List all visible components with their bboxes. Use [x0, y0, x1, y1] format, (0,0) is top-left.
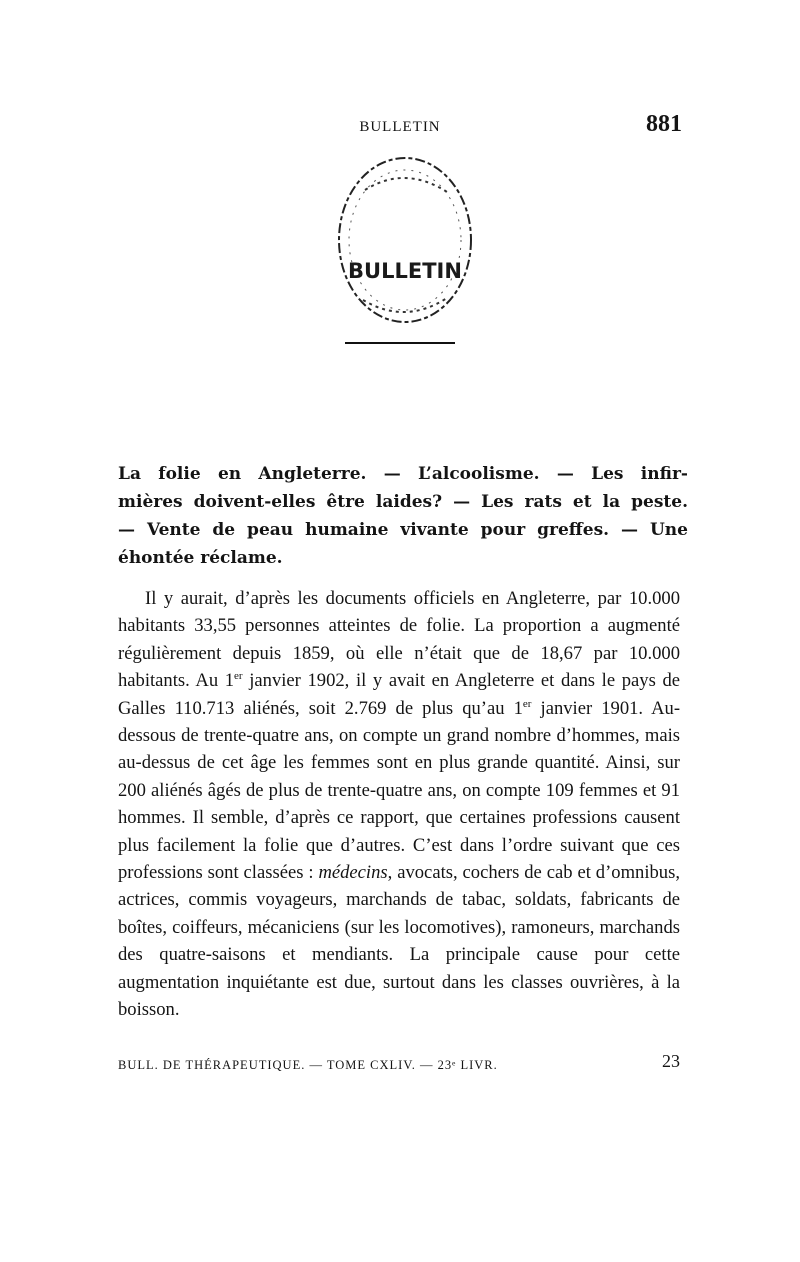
article-body — [118, 585, 680, 1024]
title-line: — Vente de peau humaine vivante pour greffes. — Une — [118, 520, 688, 540]
title-line: mières doivent-elles être laides? — Les rats et la peste. — [118, 492, 688, 512]
body-paragraph: Il y aurait, d’après les documents officiels en Angleterre, par 10.000 habitants 33,55 personnes atteintes de folie. La proportion a augmenté régulièrement depuis 1859, où elle n’était que de 18,67 par 10.000 habitants. Au 1er janvier 1902, il y avait en Angleterre et dans le pays de Galles 110.713 aliénés, soit 2.769 de plus qu’au 1er janvier 1901. Au-dessous de trente-quatre ans, on compte un grand nombre d’hommes, mais au-dessus de cet âge les femmes sont en plus grande quantité. Ainsi, sur 200 aliénés âgés de plus de trente-quatre ans, on compte 109 femmes et 91 hommes. Il semble, d’après ce rapport, que certaines professions causent plus facilement la folie que d’autres. C’est dans l’ordre suivant que ces professions sont classées : médecins, avocats, cochers de cab et d’omnibus, actrices, commis voyageurs, marchands de tabac, soldats, fabricants de boîtes, coiffeurs, mécaniciens (sur les locomotives), ramoneurs, marchands des quatre-saisons et mendiants. La principale cause pour cette augmentation inquiétante est due, surtout dans les classes ouvrières, à la boisson. — [118, 588, 681, 1021]
emphasis-text: médecins — [318, 862, 388, 884]
article-title — [118, 460, 688, 572]
page-number: 881 — [646, 111, 682, 137]
stamp-center-text: BULLETIN — [348, 259, 462, 283]
title-line: La folie en Angleterre. — L’alcoolisme. — Les infir- — [118, 464, 688, 484]
page-footer — [118, 1051, 680, 1075]
signature-mark: 23 — [662, 1051, 680, 1071]
library-stamp — [325, 150, 485, 350]
footer-citation: BULL. DE THÉRAPEUTIQUE. — TOME CXLIV. — 23ᵉ LIVR. — [118, 1058, 498, 1072]
running-header: BULLETIN — [359, 119, 441, 135]
title-line: éhontée réclame. — [118, 548, 283, 568]
